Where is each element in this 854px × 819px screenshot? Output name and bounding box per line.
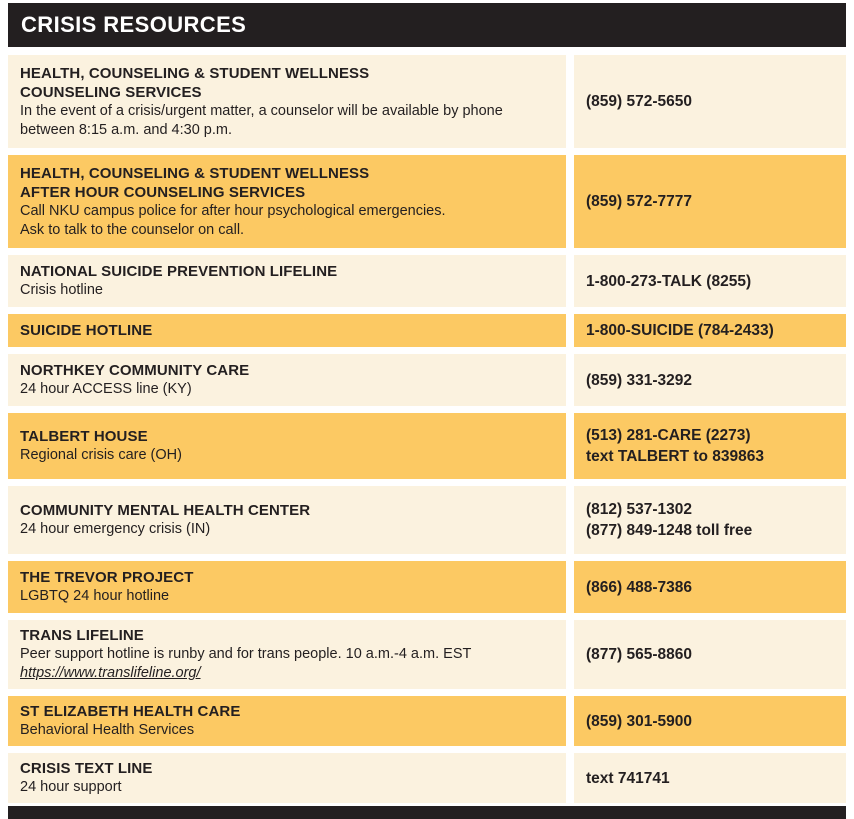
table-row (8, 354, 846, 406)
contact-number: text TALBERT to 839863 (586, 448, 765, 465)
resource-cell (8, 696, 566, 746)
resource-title: AFTER HOUR COUNSELING SERVICES (20, 183, 306, 201)
resource-title: TRANS LIFELINE (20, 627, 144, 644)
resource-description: Call NKU campus police for after hour psychological emergencies. (20, 202, 446, 219)
resource-description: 24 hour emergency crisis (IN) (20, 521, 211, 537)
resource-cell (8, 354, 566, 406)
contact-cell (574, 255, 846, 307)
resource-title: SUICIDE HOTLINE (20, 322, 153, 339)
resource-description: Ask to talk to the counselor on call. (20, 221, 245, 238)
table-row (8, 155, 846, 248)
bottom-border-bar (8, 806, 846, 819)
table-header (8, 3, 846, 47)
resource-cell (8, 561, 566, 613)
contact-number: (877) 849-1248 toll free (586, 522, 753, 539)
resource-cell (8, 55, 566, 148)
resource-description: between 8:15 a.m. and 4:30 p.m. (20, 121, 232, 138)
resource-title: THE TREVOR PROJECT (20, 569, 194, 586)
resource-cell (8, 314, 566, 347)
contact-number: (812) 537-1302 (586, 501, 692, 518)
resource-cell (8, 620, 566, 689)
table-row (8, 753, 846, 803)
resource-cell (8, 486, 566, 554)
resource-title: NORTHKEY COMMUNITY CARE (20, 362, 250, 379)
table-row (8, 696, 846, 746)
resource-description: Peer support hotline is runby and for trans people. 10 a.m.-4 a.m. EST (20, 646, 472, 662)
resource-cell (8, 155, 566, 248)
contact-number: (866) 488-7386 (586, 578, 692, 596)
contact-cell (574, 561, 846, 613)
contact-number: 1-800-273-TALK (8255) (586, 272, 752, 290)
contact-number: text 741741 (586, 769, 670, 787)
resource-title: HEALTH, COUNSELING & STUDENT WELLNESS (20, 64, 370, 82)
table-row (8, 561, 846, 613)
resource-rows (8, 55, 846, 803)
resource-description: LGBTQ 24 hour hotline (20, 588, 170, 604)
contact-cell (574, 354, 846, 406)
contact-number: (859) 572-5650 (586, 93, 692, 110)
contact-cell (574, 753, 846, 803)
table-row (8, 314, 846, 347)
contact-number: (859) 301-5900 (586, 712, 692, 730)
resource-cell (8, 753, 566, 803)
contact-number: (513) 281-CARE (2273) (586, 427, 751, 444)
resource-description: Crisis hotline (20, 282, 103, 298)
contact-number: 1-800-SUICIDE (784-2433) (586, 322, 774, 339)
contact-cell (574, 314, 846, 347)
resource-cell (8, 413, 566, 479)
resource-link[interactable]: https://www.translifeline.org/ (20, 665, 201, 681)
table-row (8, 620, 846, 689)
contact-cell (574, 55, 846, 148)
resource-description: 24 hour support (20, 779, 122, 795)
table-row (8, 255, 846, 307)
resource-title: HEALTH, COUNSELING & STUDENT WELLNESS (20, 164, 370, 182)
table-row (8, 486, 846, 554)
table-row (8, 55, 846, 148)
contact-cell (574, 155, 846, 248)
page-title: CRISIS RESOURCES (21, 12, 247, 37)
resource-title: NATIONAL SUICIDE PREVENTION LIFELINE (20, 263, 338, 280)
resource-title: ST ELIZABETH HEALTH CARE (20, 703, 241, 720)
resource-title: COUNSELING SERVICES (20, 83, 202, 101)
resource-title: TALBERT HOUSE (20, 428, 148, 445)
crisis-resources-table (8, 3, 846, 819)
resource-description: Regional crisis care (OH) (20, 447, 182, 463)
contact-cell (574, 486, 846, 554)
contact-number: (859) 331-3292 (586, 371, 692, 389)
resource-cell (8, 255, 566, 307)
table-row (8, 413, 846, 479)
contact-cell (574, 413, 846, 479)
contact-cell (574, 696, 846, 746)
resource-title: COMMUNITY MENTAL HEALTH CENTER (20, 502, 311, 519)
contact-number: (859) 572-7777 (586, 193, 692, 210)
resource-title: CRISIS TEXT LINE (20, 760, 153, 777)
contact-cell (574, 620, 846, 689)
resource-description: 24 hour ACCESS line (KY) (20, 381, 192, 397)
resource-description: In the event of a crisis/urgent matter, a counselor will be available by phone (20, 102, 503, 119)
contact-number: (877) 565-8860 (586, 646, 692, 663)
resource-description: Behavioral Health Services (20, 722, 195, 738)
